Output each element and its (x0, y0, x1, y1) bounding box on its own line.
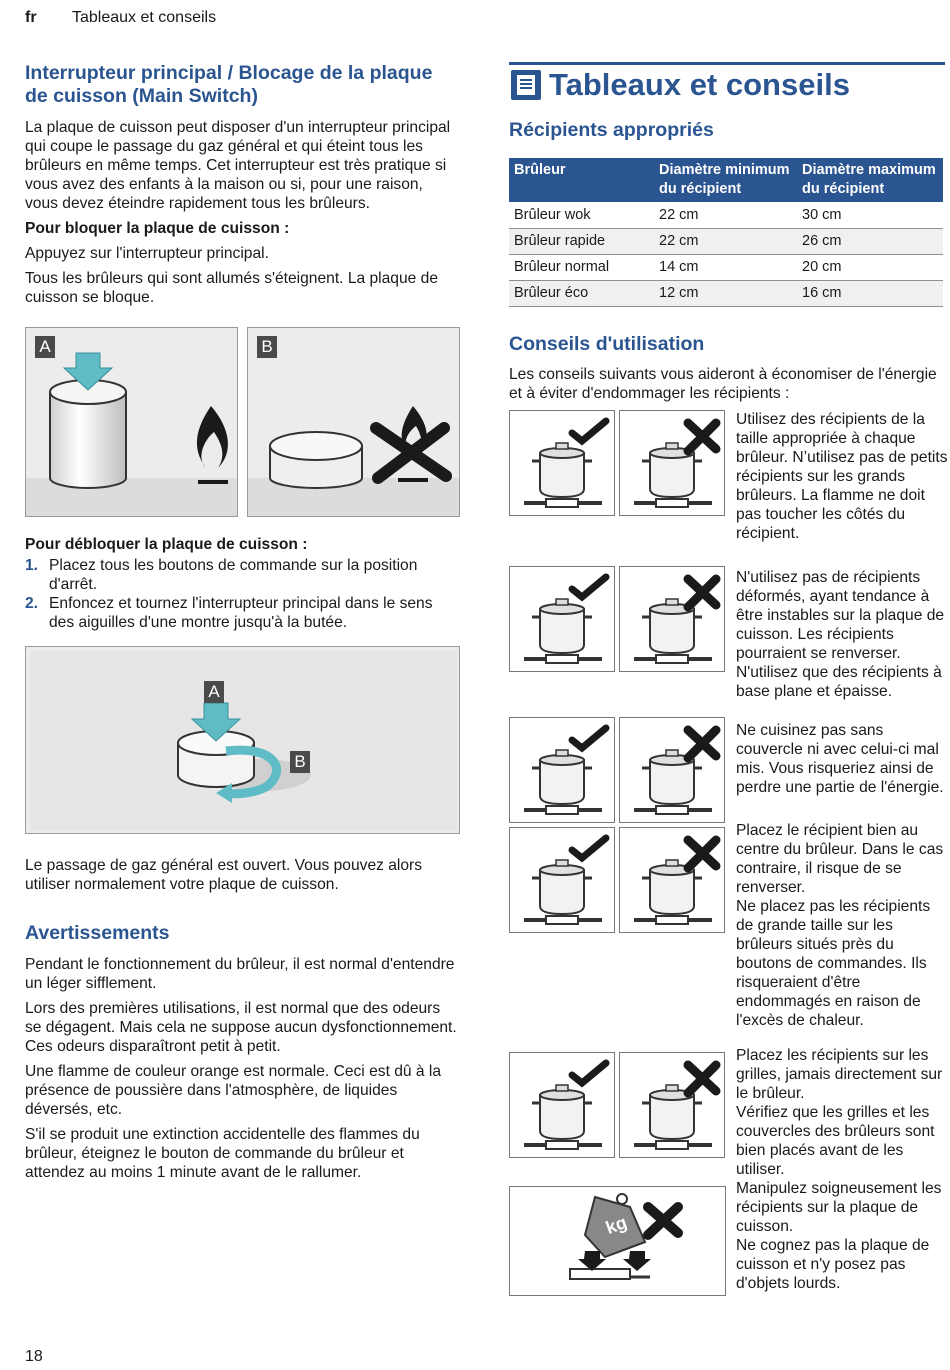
step-text: Enfoncez et tournez l'interrupteur principal dans le sens des aiguilles d'une montre jusqu'à la butée. (49, 595, 433, 631)
unlock-heading: Pour débloquer la plaque de cuisson : (25, 536, 308, 553)
tips-list (509, 410, 948, 1310)
tip-text-line: Vérifiez que les grilles et les couvercles des brûleurs sont bien placés avant de les utiliser. (736, 1104, 935, 1178)
section-title-text: Tableaux et conseils (549, 67, 850, 102)
figure-label-b: B (290, 751, 310, 773)
unlock-steps (25, 556, 460, 632)
pot-cross-illustration (620, 1053, 726, 1159)
table-cell: 12 cm (654, 280, 797, 306)
flame-off-illustration (248, 328, 460, 517)
tip-text-line: Utilisez des récipients de la taille appropriée à chaque brûleur. N’utilisez pas de petits récipients sur les grands brûleurs. La flamme ne doit pas toucher les côtés du récipient. (736, 411, 948, 542)
pot-check-illustration (510, 567, 616, 673)
table-cell: Brûleur éco (509, 280, 654, 306)
warning-item: Lors des premières utilisations, il est normal que des odeurs se dégagent. Mais cela ne suppose aucun dysfonctionnement. Ces odeurs disparaîtront petit à petit. (25, 1000, 457, 1055)
section-title (509, 62, 945, 103)
unlock-result: Le passage de gaz général est ouvert. Vous pouvez alors utiliser normalement votre plaque de cuisson. (25, 857, 423, 893)
tip-image-wrong (619, 566, 725, 672)
warnings-heading: Avertissements (25, 922, 170, 944)
tip-text-line: Ne cognez pas la plaque de cuisson et n'y posez pas d'objets lourds. (736, 1237, 930, 1292)
pot-check-illustration (510, 1053, 616, 1159)
lock-figure-panel-b (247, 327, 460, 517)
table-header: Brûleur (509, 158, 654, 202)
warning-item: Pendant le fonctionnement du brûleur, il est normal d'entendre un léger sifflement. (25, 956, 455, 992)
header-title: Tableaux et conseils (72, 9, 217, 26)
figure-label-b: B (257, 336, 277, 358)
right-column (509, 62, 945, 403)
pot-check-illustration (510, 411, 616, 517)
tip-text-line: N'utilisez pas de récipients déformés, ayant tendance à être instables sur la plaque de cuisson. Les récipients pourraient se renverser. N'utilisez que des récipients à base plane et épaisse. (736, 569, 945, 700)
unlock-step (25, 594, 460, 632)
step-number: 1. (25, 557, 39, 574)
tip-text (736, 410, 948, 543)
pot-cross-illustration (620, 718, 726, 824)
pot-cross-illustration (620, 828, 726, 934)
tip-text (736, 721, 948, 797)
lock-figure-panel-a (25, 327, 238, 517)
table-row (509, 228, 943, 254)
step-number: 2. (25, 595, 39, 612)
table-row (509, 202, 943, 228)
table-cell: 20 cm (797, 254, 943, 280)
tip-image-wrong (619, 827, 725, 933)
tip-images (509, 827, 725, 933)
recipients-table (509, 158, 943, 307)
table-row (509, 254, 943, 280)
recipients-heading: Récipients appropriés (509, 119, 714, 141)
pot-check-illustration (510, 718, 616, 824)
tip-images (509, 410, 725, 516)
unlock-figure (25, 646, 460, 834)
tip-images (509, 717, 725, 823)
tip-text-line: Placez les récipients sur les grilles, jamais directement sur le brûleur. (736, 1047, 943, 1102)
kg-label: kg (603, 1212, 630, 1239)
lock-result: Tous les brûleurs qui sont allumés s'éteignent. La plaque de cuisson se bloque. (25, 270, 439, 306)
table-header-row (509, 158, 943, 202)
table-cell: Brûleur wok (509, 202, 654, 228)
table-cell: 22 cm (654, 228, 797, 254)
tip-image-wrong (619, 410, 725, 516)
table-cell: Brûleur normal (509, 254, 654, 280)
header-language: fr (25, 9, 37, 26)
table-cell: 14 cm (654, 254, 797, 280)
lock-heading: Pour bloquer la plaque de cuisson : (25, 220, 290, 237)
tip-text (736, 821, 948, 1030)
tip-image-ok (509, 1052, 615, 1158)
tip-images (509, 566, 725, 672)
main-switch-rotate-illustration (26, 647, 460, 834)
document-icon (509, 68, 543, 102)
tips-intro: Les conseils suivants vous aideront à économiser de l'énergie et à éviter d'endommager les récipients : (509, 365, 937, 402)
figure-label-a: A (35, 336, 55, 358)
tip-text-line: Placez le récipient bien au centre du brûleur. Dans le cas contraire, il risque de se renverser. (736, 822, 944, 896)
page-number: 18 (25, 1348, 43, 1365)
table-cell: Brûleur rapide (509, 228, 654, 254)
table-cell: 26 cm (797, 228, 943, 254)
main-switch-intro: La plaque de cuisson peut disposer d'un interrupteur principal qui coupe le passage du gaz général et qui éteint tous les brûleurs en même temps. Cet interrupteur est très pratique si vous avez des enfants à la maison ou si, pour une raison, vous devez éteindre rapidement tous les brûleurs. (25, 119, 451, 212)
table-row (509, 280, 943, 306)
tip-image-ok (509, 410, 615, 516)
tip-image-ok (509, 717, 615, 823)
tip-image-ok (509, 827, 615, 933)
pot-cross-illustration (620, 411, 726, 517)
lock-figure (25, 327, 460, 517)
tip-images (509, 1052, 725, 1158)
table-cell: 30 cm (797, 202, 943, 228)
tip-heavy-objects-image (509, 1186, 726, 1296)
tip-text (736, 1046, 948, 1293)
figure-label-a: A (204, 681, 224, 703)
table-header: Diamètre maximum du récipient (797, 158, 943, 202)
pot-check-illustration (510, 828, 616, 934)
tip-text-line: Ne cuisinez pas sans couvercle ni avec celui-ci mal mis. Vous risqueriez ainsi de perdre une partie de l'énergie. (736, 722, 944, 796)
tip-image-ok (509, 566, 615, 672)
lock-step: Appuyez sur l'interrupteur principal. (25, 245, 269, 262)
warning-item: Une flamme de couleur orange est normale. Ceci est dû à la présence de poussière dans l'atmosphère, de liquides déversés, etc. (25, 1063, 442, 1118)
tip-text (736, 568, 948, 701)
warning-item: S'il se produit une extinction accidentelle des flammes du brûleur, éteignez le bouton de commande du brûleur et attendez au moins 1 minute avant de le rallumer. (25, 1126, 420, 1181)
heavy-weight-illustration (510, 1187, 727, 1297)
table-cell: 16 cm (797, 280, 943, 306)
main-switch-heading: Interrupteur principal / Blocage de la plaque de cuisson (Main Switch) (25, 62, 433, 107)
pot-cross-illustration (620, 567, 726, 673)
tip-image-wrong (619, 1052, 725, 1158)
unlock-step (25, 556, 460, 594)
table-cell: 22 cm (654, 202, 797, 228)
left-column (25, 62, 460, 1182)
main-switch-press-illustration (26, 328, 238, 517)
tip-text-line: Manipulez soigneusement les récipients sur la plaque de cuisson. (736, 1180, 942, 1235)
tips-heading: Conseils d'utilisation (509, 332, 705, 355)
table-header: Diamètre minimum du récipient (654, 158, 797, 202)
tip-text-line: Ne placez pas les récipients de grande taille sur les brûleurs situés près du boutons de commandes. Ils risqueraient d'être endommagés en raison de l'excès de chaleur. (736, 898, 931, 1029)
tip-image-wrong (619, 717, 725, 823)
step-text: Placez tous les boutons de commande sur la position d'arrêt. (49, 557, 418, 593)
